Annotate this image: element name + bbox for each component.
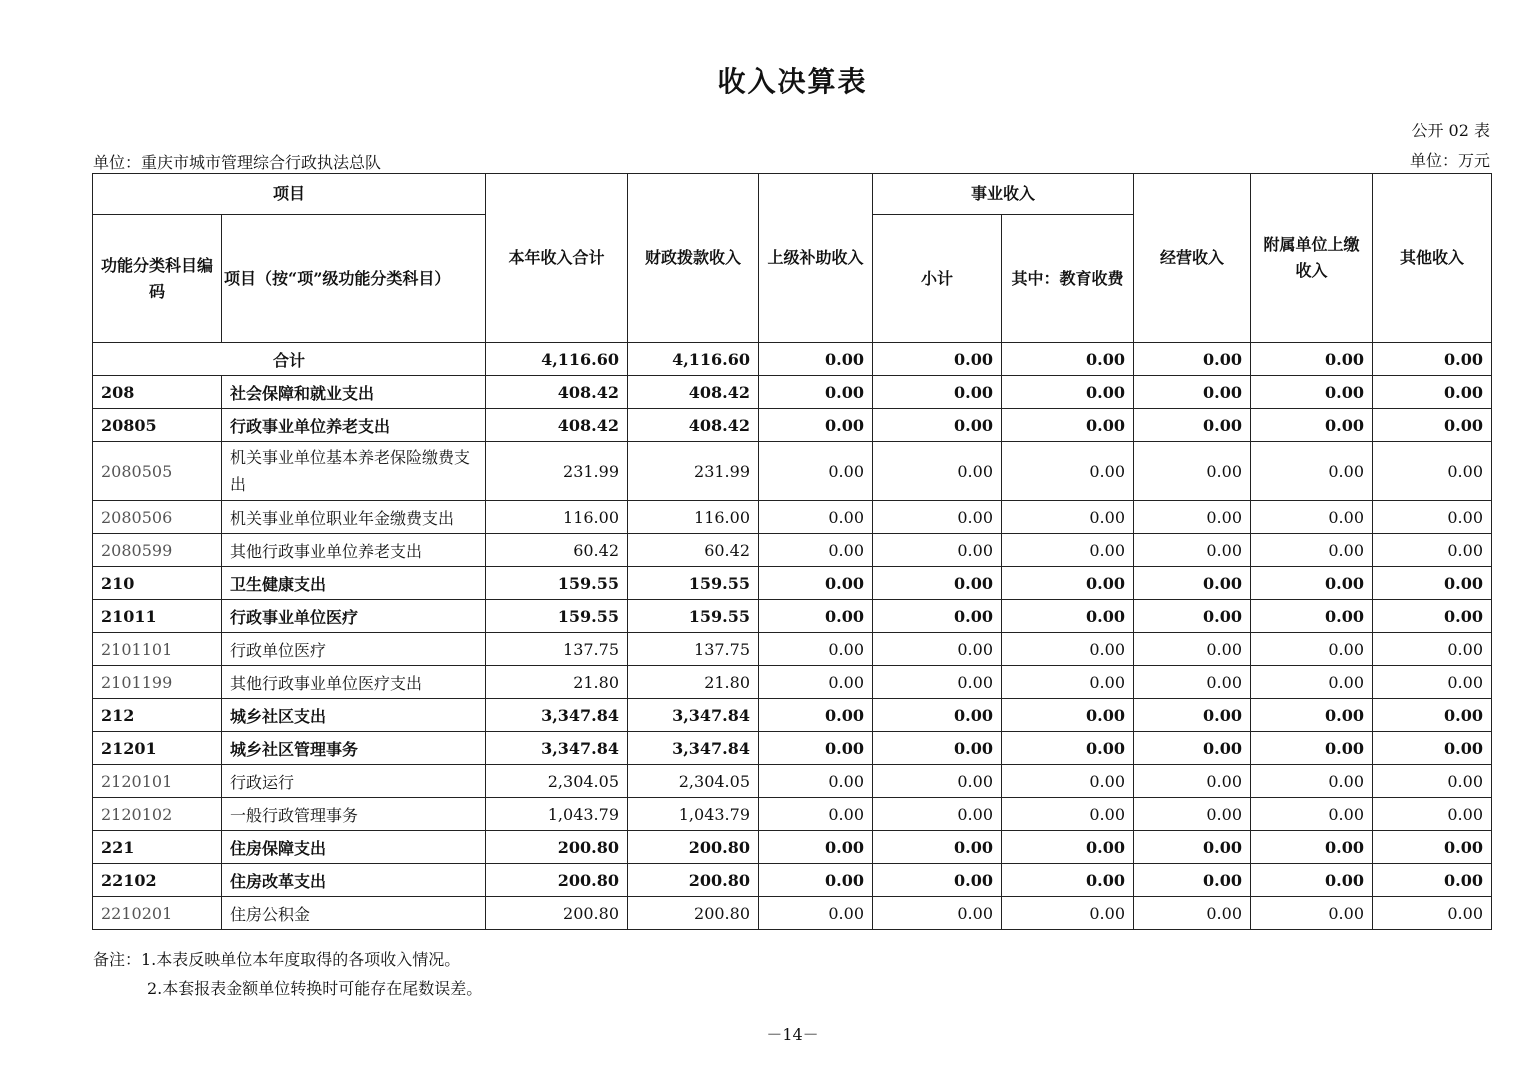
- row-value: 0.00: [1002, 376, 1134, 409]
- row-value: 0.00: [1373, 409, 1492, 442]
- header-fiscal: 财政拨款收入: [628, 174, 759, 343]
- row-value: 0.00: [1251, 897, 1373, 930]
- note-line-2: 2.本套报表金额单位转换时可能存在尾数误差。: [147, 979, 483, 998]
- row-value: 0.00: [873, 633, 1002, 666]
- row-value: 0.00: [1002, 798, 1134, 831]
- row-code: 2101199: [93, 666, 222, 699]
- row-value: 0.00: [759, 864, 873, 897]
- row-name: 住房改革支出: [222, 864, 486, 897]
- row-code: 221: [93, 831, 222, 864]
- row-value: 137.75: [486, 633, 628, 666]
- row-value: 0.00: [1134, 633, 1251, 666]
- row-value: 3,347.84: [628, 699, 759, 732]
- header-code: 功能分类科目编码: [93, 215, 222, 343]
- row-value: 0.00: [1251, 633, 1373, 666]
- row-value: 408.42: [628, 409, 759, 442]
- row-value: 116.00: [628, 501, 759, 534]
- row-name: 行政事业单位养老支出: [222, 409, 486, 442]
- table-header: [93, 174, 1492, 343]
- row-value: 0.00: [1134, 409, 1251, 442]
- row-value: 0.00: [759, 633, 873, 666]
- row-code: 2120102: [93, 798, 222, 831]
- row-value: 0.00: [873, 897, 1002, 930]
- row-value: 159.55: [486, 600, 628, 633]
- row-value: 0.00: [1251, 732, 1373, 765]
- row-value: 21.80: [628, 666, 759, 699]
- row-value: 0.00: [1373, 732, 1492, 765]
- row-value: 0.00: [1134, 600, 1251, 633]
- row-value: 0.00: [873, 567, 1002, 600]
- row-value: 159.55: [486, 567, 628, 600]
- row-value: 231.99: [486, 442, 628, 501]
- row-value: 0.00: [873, 732, 1002, 765]
- row-value: 0.00: [759, 666, 873, 699]
- row-value: 0.00: [1373, 442, 1492, 501]
- row-value: 159.55: [628, 600, 759, 633]
- row-value: 200.80: [628, 897, 759, 930]
- row-value: 408.42: [486, 376, 628, 409]
- row-value: 0.00: [1373, 831, 1492, 864]
- row-name: 机关事业单位基本养老保险缴费支出: [222, 442, 486, 501]
- row-value: 0.00: [1134, 831, 1251, 864]
- row-value: 200.80: [486, 831, 628, 864]
- header-career-group: 事业收入: [873, 174, 1134, 215]
- row-value: 0.00: [873, 534, 1002, 567]
- table-row: [93, 633, 1492, 666]
- unit-currency: 单位：万元: [1409, 151, 1490, 170]
- row-code: 2080599: [93, 534, 222, 567]
- row-name: 城乡社区支出: [222, 699, 486, 732]
- row-value: 0.00: [1002, 534, 1134, 567]
- row-code: 2101101: [93, 633, 222, 666]
- row-value: 0.00: [1251, 798, 1373, 831]
- row-value: 0.00: [1002, 666, 1134, 699]
- row-code: 208: [93, 376, 222, 409]
- header-affiliated: 附属单位上缴收入: [1251, 174, 1373, 343]
- row-value: 0.00: [759, 765, 873, 798]
- row-value: 0.00: [1251, 699, 1373, 732]
- row-value: 0.00: [1134, 732, 1251, 765]
- row-name: 城乡社区管理事务: [222, 732, 486, 765]
- table-row: [93, 376, 1492, 409]
- row-value: 0.00: [1373, 897, 1492, 930]
- row-value: 0.00: [1373, 633, 1492, 666]
- row-value: 0.00: [1373, 567, 1492, 600]
- header-education: 其中：教育收费: [1002, 215, 1134, 343]
- row-code: 210: [93, 567, 222, 600]
- row-value: 0.00: [1373, 765, 1492, 798]
- row-value: 21.80: [486, 666, 628, 699]
- row-value: 0.00: [1134, 376, 1251, 409]
- row-value: 0.00: [1134, 501, 1251, 534]
- row-value: 0.00: [1134, 897, 1251, 930]
- table-body: [93, 343, 1492, 930]
- row-name: 行政运行: [222, 765, 486, 798]
- row-value: 0.00: [873, 600, 1002, 633]
- row-value: 0.00: [1251, 567, 1373, 600]
- row-value: 3,347.84: [486, 699, 628, 732]
- row-value: 0.00: [759, 600, 873, 633]
- row-value: 0.00: [1002, 732, 1134, 765]
- row-value: 0.00: [1134, 534, 1251, 567]
- row-code: 212: [93, 699, 222, 732]
- row-value: 408.42: [628, 376, 759, 409]
- row-value: 0.00: [1251, 600, 1373, 633]
- row-value: 0.00: [873, 699, 1002, 732]
- row-value: 0.00: [759, 567, 873, 600]
- row-value: 0.00: [1251, 442, 1373, 501]
- unit-organization: 单位：重庆市城市管理综合行政执法总队: [93, 153, 382, 172]
- row-name: 社会保障和就业支出: [222, 376, 486, 409]
- row-value: 0.00: [873, 442, 1002, 501]
- page-title: 收入决算表: [717, 65, 868, 98]
- row-value: 0.00: [1251, 864, 1373, 897]
- row-value: 3,347.84: [628, 732, 759, 765]
- row-value: 0.00: [1002, 567, 1134, 600]
- row-value: 0.00: [1373, 666, 1492, 699]
- form-number: 公开 02 表: [1411, 121, 1490, 140]
- row-value: 0.00: [1002, 897, 1134, 930]
- row-value: 0.00: [759, 732, 873, 765]
- table-row: [93, 600, 1492, 633]
- row-code: 22102: [93, 864, 222, 897]
- income-table: [92, 173, 1492, 930]
- row-value: 116.00: [486, 501, 628, 534]
- row-value: 60.42: [486, 534, 628, 567]
- row-value: 1,043.79: [486, 798, 628, 831]
- table-row: [93, 666, 1492, 699]
- row-value: 0.00: [1002, 633, 1134, 666]
- row-name: 卫生健康支出: [222, 567, 486, 600]
- row-name: 住房保障支出: [222, 831, 486, 864]
- row-value: 0.00: [1373, 534, 1492, 567]
- notes: [93, 945, 482, 1003]
- row-value: 0.00: [873, 864, 1002, 897]
- row-value: 0.00: [1002, 864, 1134, 897]
- row-value: 408.42: [486, 409, 628, 442]
- table-row: [93, 864, 1492, 897]
- row-code: 21201: [93, 732, 222, 765]
- row-value: 0.00: [1251, 534, 1373, 567]
- total-value: 0.00: [1373, 343, 1492, 376]
- row-code: 2210201: [93, 897, 222, 930]
- row-value: 0.00: [1373, 501, 1492, 534]
- row-value: 200.80: [628, 864, 759, 897]
- row-value: 200.80: [486, 897, 628, 930]
- row-value: 0.00: [1002, 831, 1134, 864]
- table-row: [93, 798, 1492, 831]
- row-value: 0.00: [1251, 666, 1373, 699]
- table-row: [93, 831, 1492, 864]
- row-value: 0.00: [1134, 765, 1251, 798]
- row-value: 2,304.05: [486, 765, 628, 798]
- row-value: 0.00: [873, 376, 1002, 409]
- row-value: 0.00: [1251, 501, 1373, 534]
- row-value: 0.00: [759, 442, 873, 501]
- row-value: 0.00: [1134, 442, 1251, 501]
- row-value: 2,304.05: [628, 765, 759, 798]
- row-value: 0.00: [1251, 409, 1373, 442]
- total-value: 0.00: [759, 343, 873, 376]
- row-value: 0.00: [873, 501, 1002, 534]
- header-other: 其他收入: [1373, 174, 1492, 343]
- row-value: 0.00: [759, 409, 873, 442]
- row-value: 0.00: [873, 798, 1002, 831]
- total-value: 0.00: [1002, 343, 1134, 376]
- row-value: 0.00: [759, 376, 873, 409]
- row-code: 2080505: [93, 442, 222, 501]
- row-name: 其他行政事业单位养老支出: [222, 534, 486, 567]
- header-superior: 上级补助收入: [759, 174, 873, 343]
- row-value: 0.00: [1002, 442, 1134, 501]
- row-value: 0.00: [1134, 699, 1251, 732]
- row-value: 3,347.84: [486, 732, 628, 765]
- header-project-group: 项目: [93, 174, 486, 215]
- row-value: 0.00: [1373, 798, 1492, 831]
- total-value: 4,116.60: [486, 343, 628, 376]
- row-code: 21011: [93, 600, 222, 633]
- row-value: 0.00: [759, 798, 873, 831]
- row-value: 0.00: [1251, 376, 1373, 409]
- row-value: 0.00: [1134, 567, 1251, 600]
- table-row: [93, 409, 1492, 442]
- total-value: 0.00: [1134, 343, 1251, 376]
- row-value: 1,043.79: [628, 798, 759, 831]
- row-value: 0.00: [1373, 699, 1492, 732]
- row-code: 2080506: [93, 501, 222, 534]
- row-value: 200.80: [486, 864, 628, 897]
- row-value: 0.00: [1373, 600, 1492, 633]
- row-value: 0.00: [873, 666, 1002, 699]
- total-value: 0.00: [873, 343, 1002, 376]
- table-row: [93, 567, 1492, 600]
- table-row: [93, 534, 1492, 567]
- row-value: 159.55: [628, 567, 759, 600]
- row-value: 0.00: [759, 501, 873, 534]
- table-row: [93, 732, 1492, 765]
- row-value: 0.00: [1002, 699, 1134, 732]
- total-value: 0.00: [1251, 343, 1373, 376]
- row-value: 0.00: [1002, 501, 1134, 534]
- table-row: [93, 765, 1492, 798]
- row-value: 0.00: [1134, 798, 1251, 831]
- note-line-1: 备注：1.本表反映单位本年度取得的各项收入情况。: [93, 950, 461, 969]
- header-subtotal: 小计: [873, 215, 1002, 343]
- row-value: 0.00: [1002, 765, 1134, 798]
- total-row: [93, 343, 1492, 376]
- table-row: [93, 442, 1492, 501]
- row-name: 其他行政事业单位医疗支出: [222, 666, 486, 699]
- row-value: 0.00: [1134, 666, 1251, 699]
- total-value: 4,116.60: [628, 343, 759, 376]
- row-value: 231.99: [628, 442, 759, 501]
- row-value: 0.00: [759, 699, 873, 732]
- row-value: 0.00: [759, 534, 873, 567]
- row-value: 60.42: [628, 534, 759, 567]
- row-code: 2120101: [93, 765, 222, 798]
- row-name: 行政单位医疗: [222, 633, 486, 666]
- row-name: 住房公积金: [222, 897, 486, 930]
- row-name: 机关事业单位职业年金缴费支出: [222, 501, 486, 534]
- row-value: 137.75: [628, 633, 759, 666]
- row-value: 0.00: [873, 765, 1002, 798]
- header-total-income: 本年收入合计: [486, 174, 628, 343]
- row-code: 20805: [93, 409, 222, 442]
- row-value: 0.00: [1373, 864, 1492, 897]
- row-value: 0.00: [1002, 600, 1134, 633]
- row-value: 200.80: [628, 831, 759, 864]
- row-name: 一般行政管理事务: [222, 798, 486, 831]
- header-operating: 经营收入: [1134, 174, 1251, 343]
- table-row: [93, 699, 1492, 732]
- table-row: [93, 897, 1492, 930]
- page-number: －14－: [766, 1025, 819, 1044]
- row-value: 0.00: [1134, 864, 1251, 897]
- row-value: 0.00: [873, 831, 1002, 864]
- row-value: 0.00: [1373, 376, 1492, 409]
- row-value: 0.00: [1002, 409, 1134, 442]
- table-row: [93, 501, 1492, 534]
- row-value: 0.00: [1251, 765, 1373, 798]
- total-label: 合计: [93, 343, 486, 376]
- row-name: 行政事业单位医疗: [222, 600, 486, 633]
- row-value: 0.00: [1251, 831, 1373, 864]
- header-name: 项目（按“项”级功能分类科目）: [222, 215, 486, 343]
- row-value: 0.00: [873, 409, 1002, 442]
- row-value: 0.00: [759, 897, 873, 930]
- row-value: 0.00: [759, 831, 873, 864]
